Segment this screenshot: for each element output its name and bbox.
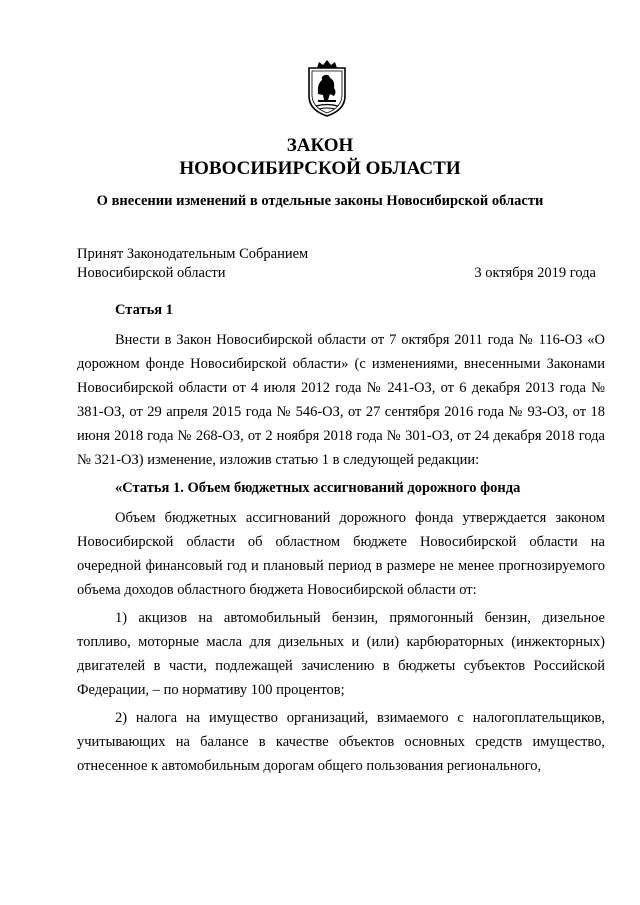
law-type-title: ЗАКОН bbox=[286, 135, 354, 156]
coat-of-arms-emblem bbox=[304, 58, 350, 118]
article-intro-paragraph: Внести в Закон Новосибирской области от 7 октября 2011 года № 116-ОЗ «О дорожном фонде Новосибирской области» (с изменениями, внесенными Законами Новосибирской области от 4 июля 2012 года № 241-ОЗ, от 6 декабря 2013 года № 381-ОЗ, от 29 апреля 2015 года № 546-ОЗ, от 27 сентября 2016 года № 93-ОЗ, от 18 июня 2018 года № 268-ОЗ, от 2 ноября 2018 года № 301-ОЗ, от 24 декабря 2018 года № 321-ОЗ) изменение, изложив статью 1 в следующей редакции: bbox=[77, 332, 605, 468]
list-item-1: 1) акцизов на автомобильный бензин, прямогонный бензин, дизельное топливо, моторные масла для дизельных и (или) карбюраторных (инжекторных) двигателей в части, подлежащей зачислению в бюджеты субъектов Российской Федерации, – по нормативу 100 процентов; bbox=[77, 610, 605, 698]
article-paragraph: Объем бюджетных ассигнований дорожного фонда утверждается законом Новосибирской области об областном бюджете Новосибирской области на очередной финансовый год и плановый период в размере не менее прогнозируемого объема доходов областного бюджета Новосибирской области от: bbox=[77, 510, 605, 598]
adopted-by-line2: Новосибирской области bbox=[77, 265, 226, 281]
adoption-info bbox=[77, 245, 308, 283]
quoted-article-heading: «Статья 1. Объем бюджетных ассигнований дорожного фонда bbox=[115, 480, 521, 496]
article-heading: Статья 1 bbox=[115, 302, 173, 318]
adoption-date: 3 октября 2019 года bbox=[474, 265, 596, 281]
region-title: НОВОСИБИРСКОЙ ОБЛАСТИ bbox=[179, 158, 461, 179]
adopted-by-line1: Принят Законодательным Собранием bbox=[77, 246, 309, 262]
list-item-2: 2) налога на имущество организаций, взимаемого с налогоплательщиков, учитывающих на балансе в качестве объектов основных средств имущество, отнесенное к автомобильным дорогам общего пользования регионального, bbox=[77, 710, 605, 774]
law-body bbox=[77, 298, 605, 782]
law-subtitle: О внесении изменений в отдельные законы Новосибирской области bbox=[96, 193, 544, 209]
